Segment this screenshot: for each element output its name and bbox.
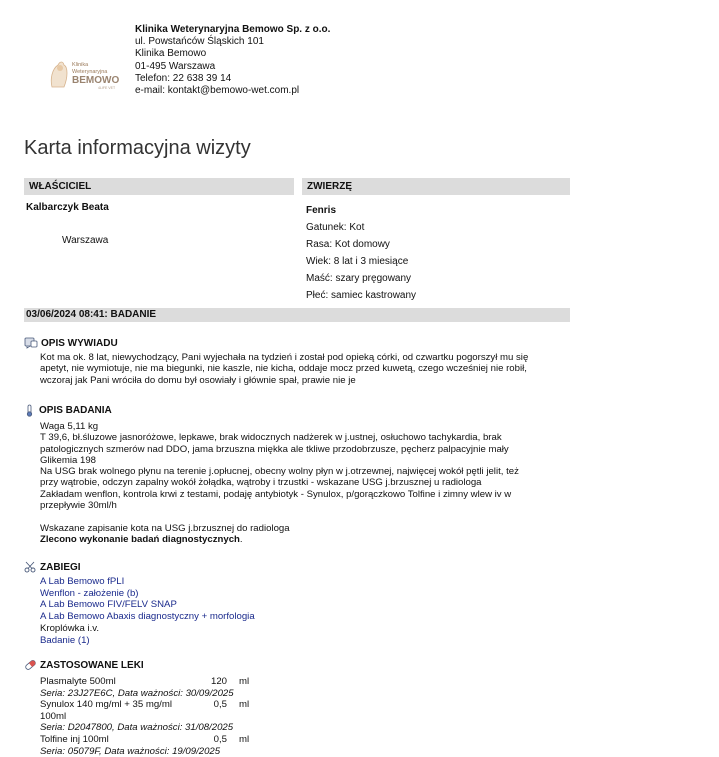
- exam-bold-line: Zlecono wykonanie badań diagnostycznych: [40, 533, 240, 545]
- animal-header: ZWIERZĘ: [302, 178, 570, 195]
- scissors-icon: [24, 561, 37, 573]
- exam-title: [24, 404, 112, 417]
- drug-qty: 120: [210, 676, 227, 687]
- drug-unit: ml: [239, 733, 250, 745]
- drug-serie: Seria: 05079F, Data ważności: 19/09/2025: [40, 745, 221, 757]
- animal-breed: Rasa: Kot domowy: [306, 239, 390, 250]
- procedures-title-text: ZABIEGI: [40, 561, 81, 573]
- drug-qty: 0,5: [213, 733, 227, 745]
- clinic-city: 01-495 Warszawa: [135, 60, 216, 72]
- clinic-email: e-mail: kontakt@bemowo-wet.com.pl: [135, 85, 300, 97]
- animal-color: Maść: szary pręgowany: [306, 273, 412, 284]
- animal-details: [306, 202, 416, 304]
- logo-text-brand: BEMOWO: [72, 75, 120, 86]
- interview-line: wczoraj jak Pani wróciła do domu był osowiały i głównie spał, prawie nie je: [40, 374, 356, 386]
- logo-text-top: Klinika: [72, 62, 89, 68]
- exam-bold-line-tail: .: [239, 533, 243, 545]
- drug-row: [40, 699, 279, 722]
- animal-age: Wiek: 8 lat i 3 miesiące: [306, 256, 409, 267]
- procedure-item[interactable]: Badanie (1): [40, 634, 90, 646]
- drug-qty: 0,5: [213, 699, 227, 711]
- exam-line: przepływie 30ml/h: [40, 500, 117, 512]
- owner-city: Warszawa: [62, 235, 109, 246]
- cat-dog-icon: [51, 62, 67, 87]
- interview-line: Kot ma ok. 8 lat, niewychodzący, Pani wyjechała na tydzień i został pod opieką córki, od czwartku pogorszył mu się: [40, 352, 529, 363]
- exam-line: [40, 511, 570, 522]
- drugs-list: [40, 676, 279, 757]
- drug-name: Tolfine inj 100ml: [40, 733, 109, 745]
- logo-text-mid: Weterynaryjna: [72, 69, 108, 75]
- procedures-list: [40, 576, 255, 646]
- thermometer-icon: [24, 404, 36, 417]
- interview-text: [40, 352, 570, 386]
- clinic-street: ul. Powstańców Śląskich 101: [135, 36, 264, 48]
- exam-conclusion: [40, 534, 570, 545]
- visit-header: 03/06/2024 08:41: BADANIE: [24, 308, 570, 322]
- logo-text-sub: 4LIFE VET: [98, 86, 116, 90]
- owner-name: Kalbarczyk Beata: [26, 202, 109, 213]
- exam-line: Wskazane zapisanie kota na USG j.brzusznej do radiologa: [40, 522, 290, 534]
- clinic-branch: Klinika Bemowo: [135, 48, 207, 60]
- procedure-item[interactable]: A Lab Bemowo Abaxis diagnostyczny + morfologia: [40, 611, 255, 623]
- drug-serie: Seria: 23J27E6C, Data ważności: 30/09/2025: [40, 687, 234, 699]
- clinic-name: Klinika Weterynaryjna Bemowo Sp. z o.o.: [135, 24, 331, 35]
- exam-text: [40, 421, 570, 545]
- exam-line: T 39,6, bł.śluzowe jasnoróżowe, lepkawe, brak widocznych nadżerek w j.ustnej, osłuchowo tachykardia, brak: [40, 432, 502, 444]
- interview-icon: [24, 337, 38, 349]
- drug-name: Synulox 140 mg/ml + 35 mg/ml 100ml: [40, 699, 172, 722]
- drug-unit: ml: [239, 676, 250, 687]
- clinic-info: [135, 24, 330, 97]
- procedure-item[interactable]: A Lab Bemowo fPLI: [40, 576, 125, 587]
- exam-line: Waga 5,11 kg: [40, 421, 99, 432]
- drug-name: Plasmalyte 500ml: [40, 676, 116, 687]
- animal-species: Gatunek: Kot: [306, 222, 365, 233]
- drug-row: [40, 734, 279, 746]
- exam-line: przy wątrobie, odczyn zapalny wokół żołądka, wątroby i trzustki - wskazane USG j.brzusznej u radiologa: [40, 477, 482, 489]
- exam-title-text: OPIS BADANIA: [39, 405, 112, 416]
- exam-line: patologicznych szmerów nad DDO, jama brzuszna miękka ale tkliwe przodobrzusze, pęcherz palpacyjnie mały: [40, 443, 509, 455]
- drug-serie: Seria: D2047800, Data ważności: 31/08/2025: [40, 722, 234, 734]
- clinic-phone: Telefon: 22 638 39 14: [135, 72, 232, 84]
- drug-unit: ml: [239, 699, 250, 711]
- procedures-title: [24, 561, 81, 573]
- drugs-title: [24, 659, 144, 671]
- drug-row: [40, 676, 279, 688]
- animal-sex: Płeć: samiec kastrowany: [306, 290, 417, 301]
- exam-line: Glikemia 198: [40, 454, 96, 466]
- procedure-item[interactable]: Wenflon - założenie (b): [40, 587, 139, 599]
- clinic-logo: [46, 57, 126, 91]
- owner-header: WŁAŚCICIEL: [24, 178, 294, 195]
- exam-line: Zakładam wenflon, kontrola krwi z testami, podaję antybiotyk - Synulox, p/gorączkowo Tolfine i zimny wlew iv w: [40, 488, 512, 500]
- animal-name: Fenris: [306, 205, 337, 216]
- interview-title-text: OPIS WYWIADU: [41, 337, 118, 349]
- interview-title: [24, 337, 118, 349]
- drugs-title-text: ZASTOSOWANE LEKI: [40, 659, 144, 671]
- procedure-item[interactable]: A Lab Bemowo FIV/FELV SNAP: [40, 599, 177, 611]
- exam-line: Na USG brak wolnego płynu na terenie j.opłucnej, obecny wolny płyn w j.otrzewnej, najwięcej wokół pętli jelit, też: [40, 466, 519, 478]
- pill-icon: [24, 659, 37, 671]
- procedure-item: Kroplówka i.v.: [40, 622, 100, 634]
- interview-line: apetyt, nie wymiotuje, nie ma biegunki, nie kaszle, nie kicha, oddaje mocz przed kuwetą, czego wcześniej nie robił,: [40, 363, 527, 375]
- page-title: Karta informacyjna wizyty: [24, 137, 251, 159]
